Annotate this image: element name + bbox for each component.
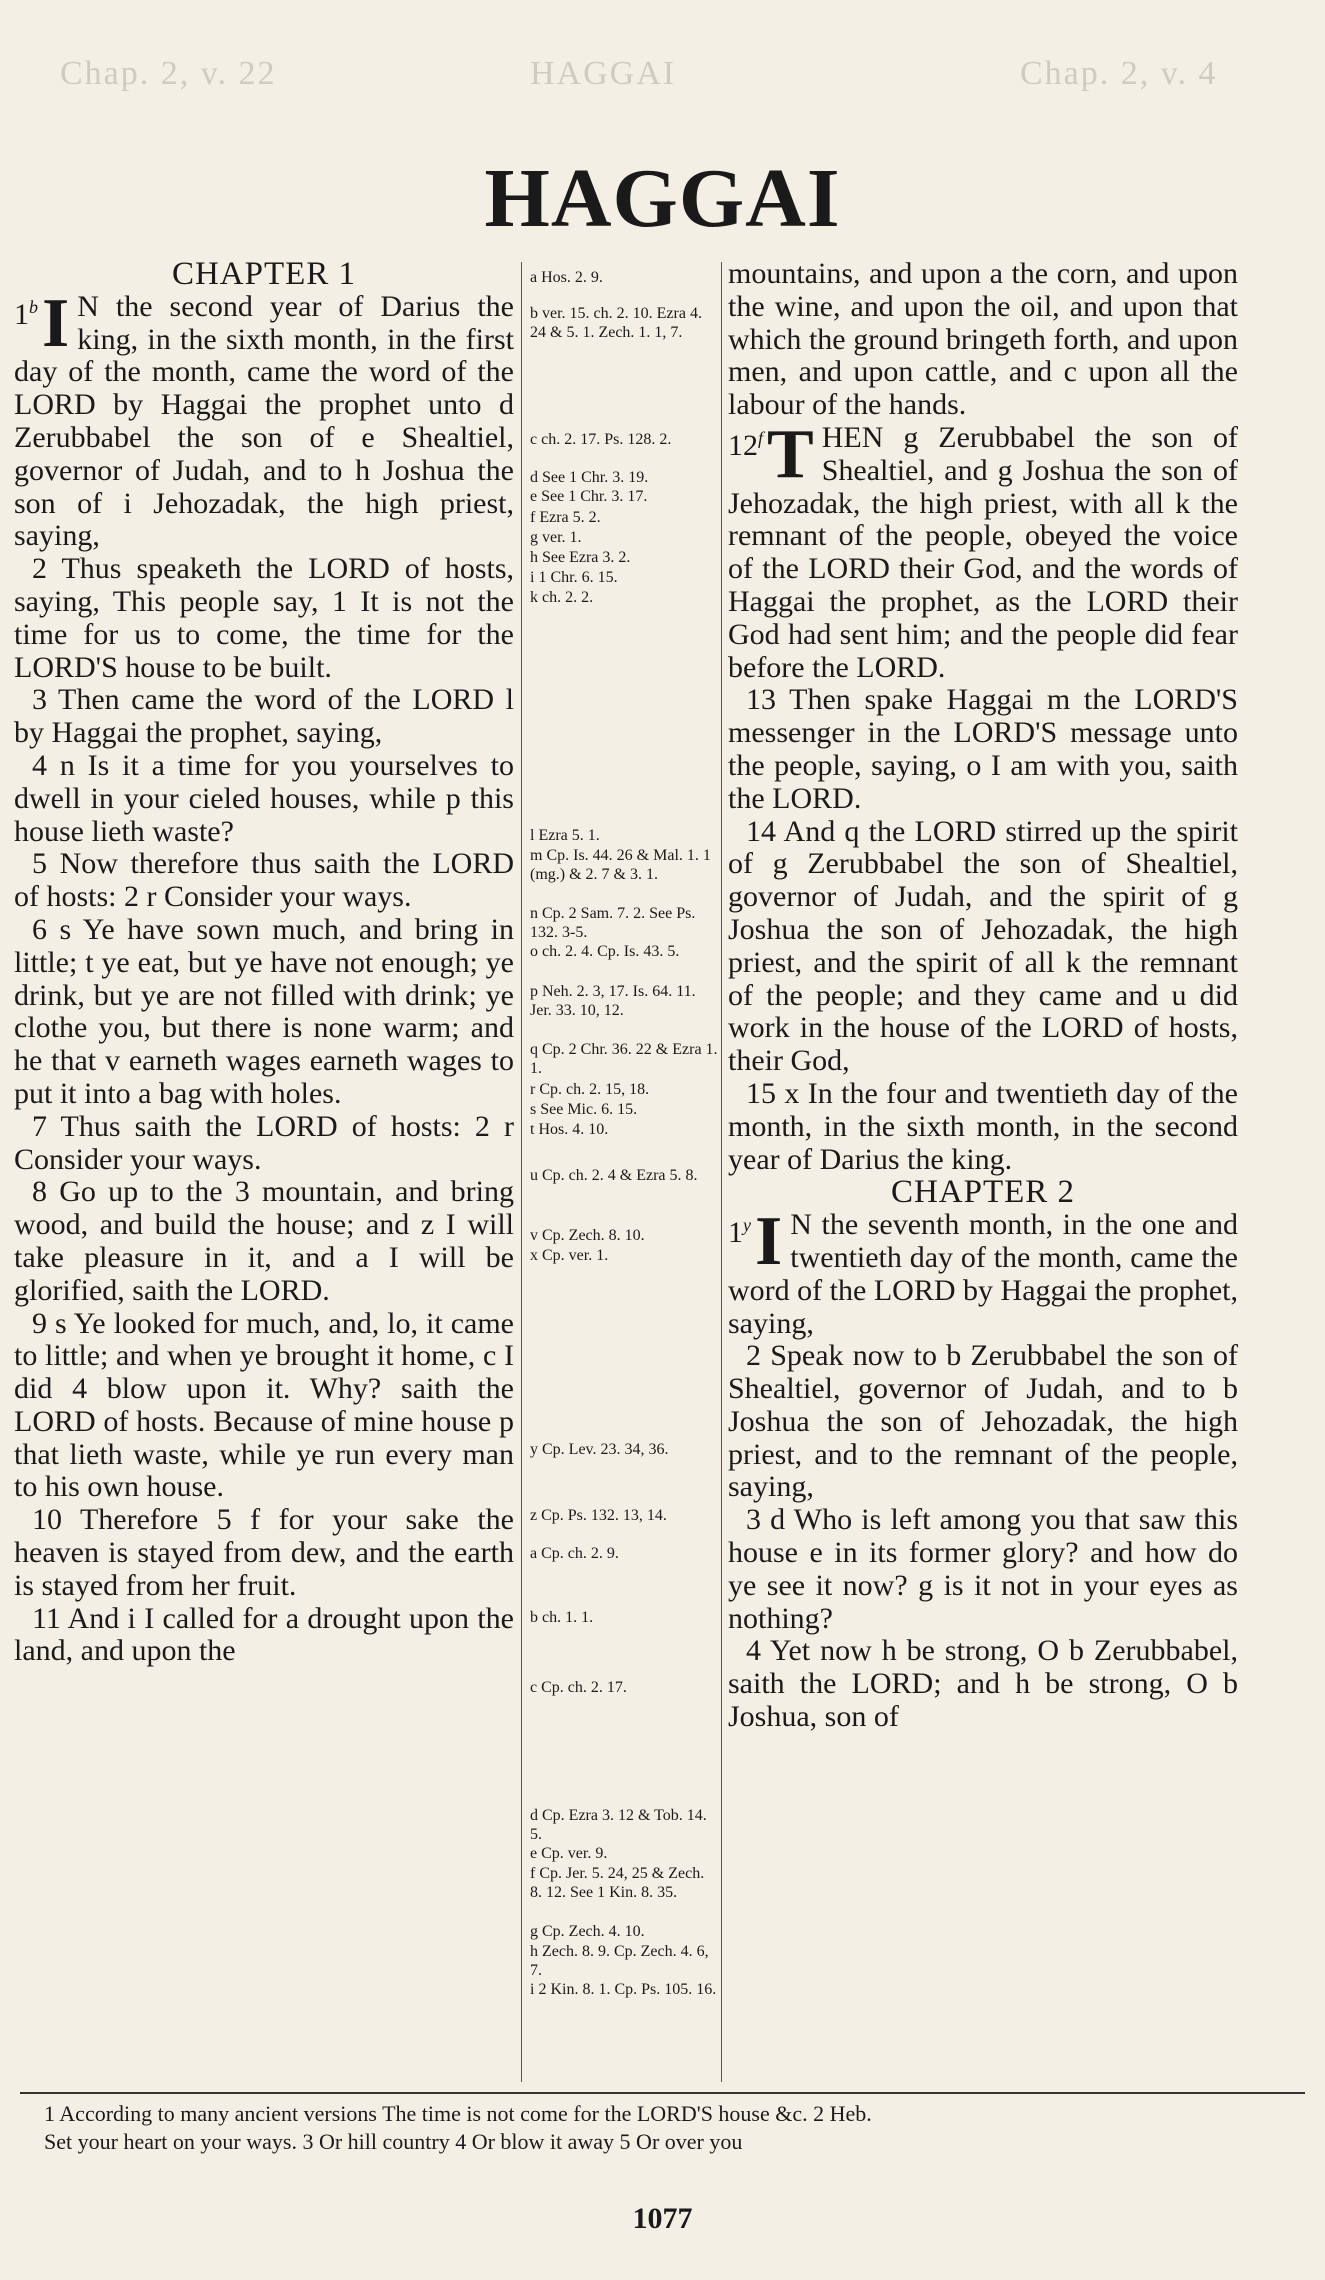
cross-reference: e Cp. ver. 9. bbox=[530, 1845, 608, 1862]
drop-cap: I bbox=[42, 284, 70, 362]
drop-cap: T bbox=[767, 415, 814, 493]
verse-opening bbox=[728, 415, 1238, 684]
verse: 5 Now therefore thus saith the LORD of hosts: 2 r Consider your ways. bbox=[14, 847, 514, 914]
cross-reference: s See Mic. 6. 15. bbox=[530, 1101, 638, 1118]
column-rule-left bbox=[521, 262, 522, 2082]
verse: 13 Then spake Haggai m the LORD'S messenger in the LORD'S message unto the people, saying, o I am with you, saith the LORD. bbox=[728, 683, 1238, 815]
cross-reference: x Cp. ver. 1. bbox=[530, 1247, 609, 1264]
verse-number: 1 bbox=[728, 1216, 743, 1250]
cross-reference: g ver. 1. bbox=[530, 529, 582, 546]
cross-reference: e See 1 Chr. 3. 17. bbox=[530, 488, 648, 505]
verse-text: HEN g Zerubbabel the son of Shealtiel, and g Joshua the son of Jehozadak, the high priest, with all k the remnant of the people, obeyed the voice of the LORD their God, and the words of Haggai the prophet, as the LORD their God had sent him; and the people did fear before the LORD. bbox=[728, 420, 1238, 684]
chapter-heading: CHAPTER 1 bbox=[171, 256, 357, 292]
chapter-heading: CHAPTER 2 bbox=[890, 1174, 1076, 1211]
cross-reference: c ch. 2. 17. Ps. 128. 2. bbox=[530, 431, 672, 448]
cross-reference: i 2 Kin. 8. 1. Cp. Ps. 105. 16. bbox=[530, 1981, 717, 1998]
drop-cap: I bbox=[755, 1203, 783, 1281]
reference-mark: y bbox=[743, 1215, 751, 1236]
cross-reference: k ch. 2. 2. bbox=[530, 589, 594, 606]
cross-reference: h See Ezra 3. 2. bbox=[530, 549, 631, 566]
cross-reference: d Cp. Ezra 3. 12 & Tob. 14. 5. bbox=[530, 1807, 707, 1843]
verse-text: N the second year of Darius the king, in the sixth month, in the first day of the month, came the word of the LORD by Haggai the prophet unto d Zerubbabel the son of e Shealtiel, governor of Judah, and to h Joshua the son of i Jehozadak, the high priest, saying, bbox=[14, 289, 514, 553]
cross-reference: f Ezra 5. 2. bbox=[530, 509, 601, 526]
cross-reference: d See 1 Chr. 3. 19. bbox=[530, 469, 649, 486]
ghost-header-right: Chap. 2, v. 4 bbox=[1020, 55, 1218, 92]
verse: 9 s Ye looked for much, and, lo, it came to little; and when ye brought it home, c I did 4 blow upon it. Why? saith the LORD of hosts. Because of mine house p that lieth waste, while ye run every man to his own house. bbox=[14, 1306, 514, 1504]
cross-reference: z Cp. Ps. 132. 13, 14. bbox=[530, 1507, 667, 1524]
cross-reference: b ver. 15. ch. 2. 10. Ezra 4. 24 & 5. 1. Zech. 1. 1, 7. bbox=[530, 305, 702, 341]
footnote-line-1: 1 According to many ancient versions The time is not come for the LORD'S house &c. 2 Heb. bbox=[44, 2101, 872, 2126]
ghost-header-center: HAGGAI bbox=[530, 55, 677, 92]
verse: 2 Thus speaketh the LORD of hosts, saying, This people say, 1 It is not the time for us to come, the time for the LORD'S house to be built. bbox=[14, 552, 514, 684]
cross-reference: f Cp. Jer. 5. 24, 25 & Zech. 8. 12. See 1 Kin. 8. 35. bbox=[530, 1865, 705, 1901]
cross-reference: b ch. 1. 1. bbox=[530, 1609, 594, 1626]
left-text-column bbox=[14, 258, 514, 1668]
cross-reference: p Neh. 2. 3, 17. Is. 64. 11. Jer. 33. 10, 12. bbox=[530, 983, 696, 1019]
verse: 4 Yet now h be strong, O b Zerubbabel, saith the LORD; and h be strong, O b Joshua, son of bbox=[728, 1634, 1238, 1734]
cross-reference: u Cp. ch. 2. 4 & Ezra 5. 8. bbox=[530, 1167, 698, 1184]
book-title: HAGGAI bbox=[484, 152, 841, 245]
cross-reference: q Cp. 2 Chr. 36. 22 & Ezra 1. 1. bbox=[530, 1041, 718, 1077]
verse: 8 Go up to the 3 mountain, and bring wood, and build the house; and z I will take pleasure in it, and a I will be glorified, saith the LORD. bbox=[14, 1175, 514, 1307]
footnote-rule bbox=[20, 2092, 1305, 2094]
cross-reference: v Cp. Zech. 8. 10. bbox=[530, 1227, 645, 1244]
ghost-header-left: Chap. 2, v. 22 bbox=[60, 55, 277, 92]
cross-reference: i 1 Chr. 6. 15. bbox=[530, 569, 618, 586]
verse: 7 Thus saith the LORD of hosts: 2 r Consider your ways. bbox=[14, 1109, 514, 1176]
cross-reference: r Cp. ch. 2. 15, 18. bbox=[530, 1081, 650, 1098]
verse: 3 Then came the word of the LORD l by Haggai the prophet, saying, bbox=[14, 683, 514, 750]
reference-mark: f bbox=[758, 427, 764, 448]
verse-number: 12 bbox=[728, 428, 758, 462]
cross-reference: n Cp. 2 Sam. 7. 2. See Ps. 132. 3-5. bbox=[530, 905, 696, 941]
right-text-column bbox=[728, 258, 1238, 1734]
verse: 14 And q the LORD stirred up the spirit of g Zerubbabel the son of Shealtiel, governor of Judah, and the spirit of g Joshua the son of Jehozadak, the high priest, and the spirit of all k the remnant of the people; and they came and u did work in the house of the LORD of hosts, their God, bbox=[728, 814, 1238, 1078]
cross-reference: o ch. 2. 4. Cp. Is. 43. 5. bbox=[530, 943, 680, 960]
page-number: 1077 bbox=[632, 2202, 693, 2235]
verse: 4 n Is it a time for you yourselves to dwell in your cieled houses, while p this house lieth waste? bbox=[14, 748, 514, 848]
cross-reference: g Cp. Zech. 4. 10. bbox=[530, 1923, 645, 1940]
verse-continuation: mountains, and upon a the corn, and upon the wine, and upon the oil, and upon that which the ground bringeth forth, and upon men, and upon cattle, and c upon all the labour of the hands. bbox=[728, 257, 1238, 422]
reference-mark: b bbox=[29, 296, 38, 317]
verse-number: 1 bbox=[14, 297, 29, 331]
column-rule-right bbox=[721, 262, 722, 2082]
cross-reference: a Cp. ch. 2. 9. bbox=[530, 1545, 619, 1562]
footnote-line-2: Set your heart on your ways. 3 Or hill country 4 Or blow it away 5 Or over you bbox=[44, 2129, 743, 2154]
verse: 11 And i I called for a drought upon the land, and upon the bbox=[14, 1601, 514, 1668]
verse: 2 Speak now to b Zerubbabel the son of Shealtiel, governor of Judah, and to b Joshua the son of Jehozadak, the high priest, and to the remnant of the people, saying, bbox=[728, 1339, 1238, 1504]
cross-reference: h Zech. 8. 9. Cp. Zech. 4. 6, 7. bbox=[530, 1943, 709, 1979]
verse-opening bbox=[728, 1203, 1238, 1340]
cross-reference: m Cp. Is. 44. 26 & Mal. 1. 1 (mg.) & 2. 7 & 3. 1. bbox=[530, 847, 711, 883]
verse: 10 Therefore 5 f for your sake the heaven is stayed from dew, and the earth is stayed from her fruit. bbox=[14, 1503, 514, 1602]
verse: 15 x In the four and twentieth day of the month, in the sixth month, in the second year of Darius the king. bbox=[728, 1076, 1238, 1176]
cross-reference: a Hos. 2. 9. bbox=[530, 269, 603, 286]
verse: 3 d Who is left among you that saw this house e in its former glory? and how do ye see it now? g is it not in your eyes as nothing? bbox=[728, 1503, 1238, 1635]
cross-reference: y Cp. Lev. 23. 34, 36. bbox=[530, 1441, 669, 1458]
verse-opening bbox=[14, 284, 514, 553]
verse-text: N the seventh month, in the one and twentieth day of the month, came the word of the LORD by Haggai the prophet, saying, bbox=[728, 1208, 1238, 1340]
cross-reference: l Ezra 5. 1. bbox=[530, 827, 600, 844]
verse: 6 s Ye have sown much, and bring in little; t ye eat, but ye have not enough; ye drink, but ye are not filled with drink; ye clothe you, but there is none warm; and he that v earneth wages earneth wages to put it into a bag with holes. bbox=[14, 912, 514, 1110]
cross-reference: t Hos. 4. 10. bbox=[530, 1121, 609, 1138]
cross-reference: c Cp. ch. 2. 17. bbox=[530, 1679, 627, 1696]
